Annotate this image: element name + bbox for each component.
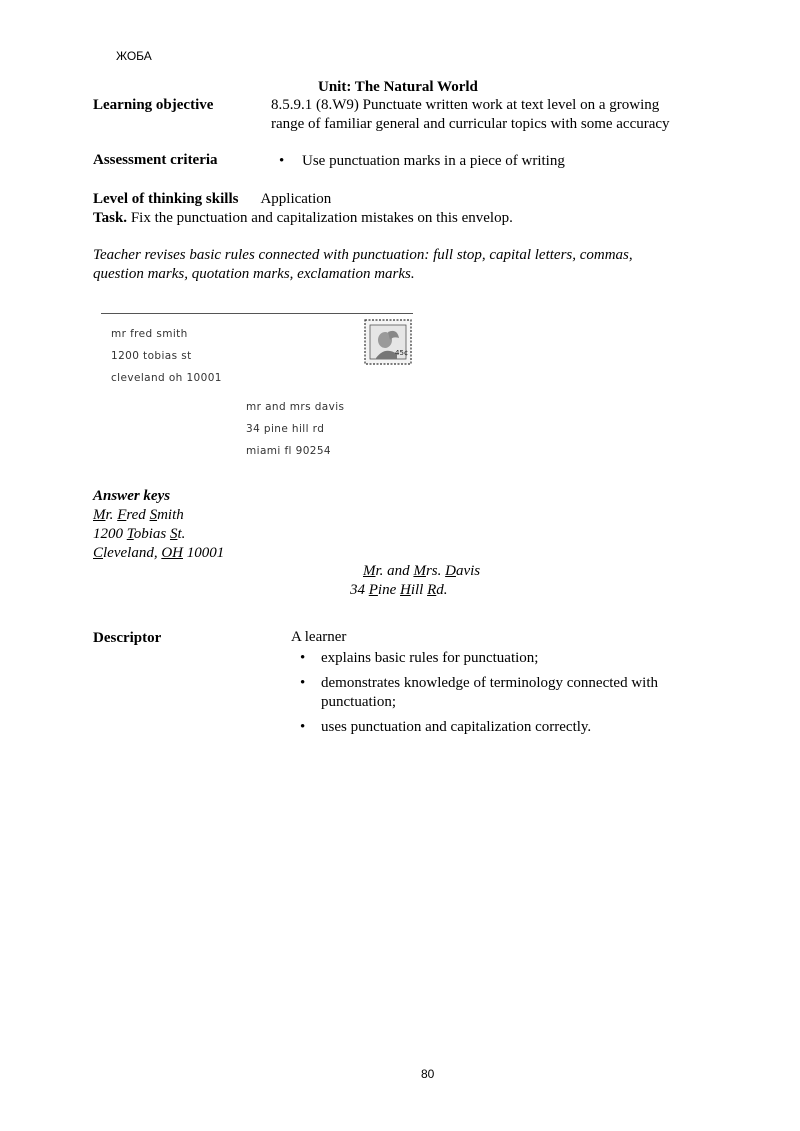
- task: [93, 209, 513, 228]
- assessment-criteria-bullet: •: [279, 153, 285, 169]
- teacher-note: [93, 246, 633, 284]
- descriptor-list: [291, 649, 711, 737]
- learning-objective-line1: 8.5.9.1 (8.W9) Punctuate written work at text level on a growing: [271, 97, 660, 113]
- thinking-skills-value: Application: [260, 191, 332, 207]
- answer-sender-line3: Cleveland, OH 10001: [93, 545, 225, 561]
- envelope-sender-line: mr fred smith: [111, 328, 188, 340]
- envelope-sender: [111, 328, 222, 394]
- learning-objective-text: [271, 96, 716, 134]
- envelope-recipient: [246, 401, 344, 467]
- envelope-sender-line: 1200 tobias st: [111, 350, 192, 362]
- descriptor-intro: A learner: [291, 629, 347, 645]
- stamp-icon: [363, 318, 413, 366]
- envelope-recipient-line: miami fl 90254: [246, 445, 332, 457]
- answer-sender-line1: Mr. Fred Smith: [93, 507, 184, 523]
- unit-title: Unit: The Natural World: [318, 79, 478, 95]
- teacher-note-line2: question marks, quotation marks, exclamation marks.: [93, 266, 415, 282]
- stamp-value: 45¢: [395, 349, 409, 357]
- thinking-skills: [93, 190, 331, 209]
- thinking-skills-label: Level of thinking skills: [93, 191, 239, 207]
- descriptor-item: • explains basic rules for punctuation;: [300, 650, 539, 666]
- envelope-top-edge: [101, 313, 413, 314]
- answer-recipient-line2: 34 Pine Hill Rd.: [350, 582, 448, 598]
- assessment-criteria-item: Use punctuation marks in a piece of writing: [302, 153, 565, 169]
- answer-keys: [93, 487, 224, 563]
- descriptor-item: • uses punctuation and capitalization correctly.: [300, 719, 592, 735]
- learning-objective-label: Learning objective: [93, 97, 214, 113]
- task-text: Fix the punctuation and capitalization mistakes on this envelop.: [127, 210, 513, 226]
- envelope-sender-line: cleveland oh 10001: [111, 372, 222, 384]
- assessment-criteria-label: Assessment criteria: [93, 152, 218, 168]
- answer-recipient-line1: Mr. and Mrs. Davis: [363, 563, 481, 579]
- teacher-note-line1: Teacher revises basic rules connected with punctuation: full stop, capital letters, commas,: [93, 247, 633, 263]
- learning-objective-line2: range of familiar general and curricular topics with some accuracy: [271, 116, 670, 132]
- descriptor-item: • demonstrates knowledge of terminology connected with punctuation;: [300, 675, 658, 710]
- answer-sender-line2: 1200 Tobias St.: [93, 526, 186, 542]
- header-label: ЖОБА: [116, 49, 152, 63]
- page-number: 80: [421, 1067, 435, 1081]
- postage-stamp: [363, 318, 413, 366]
- envelope-recipient-line: 34 pine hill rd: [246, 423, 325, 435]
- envelope-recipient-line: mr and mrs davis: [246, 401, 345, 413]
- descriptor-label: Descriptor: [93, 630, 162, 646]
- answer-keys-heading: Answer keys: [93, 488, 171, 504]
- task-label: Task.: [93, 210, 128, 226]
